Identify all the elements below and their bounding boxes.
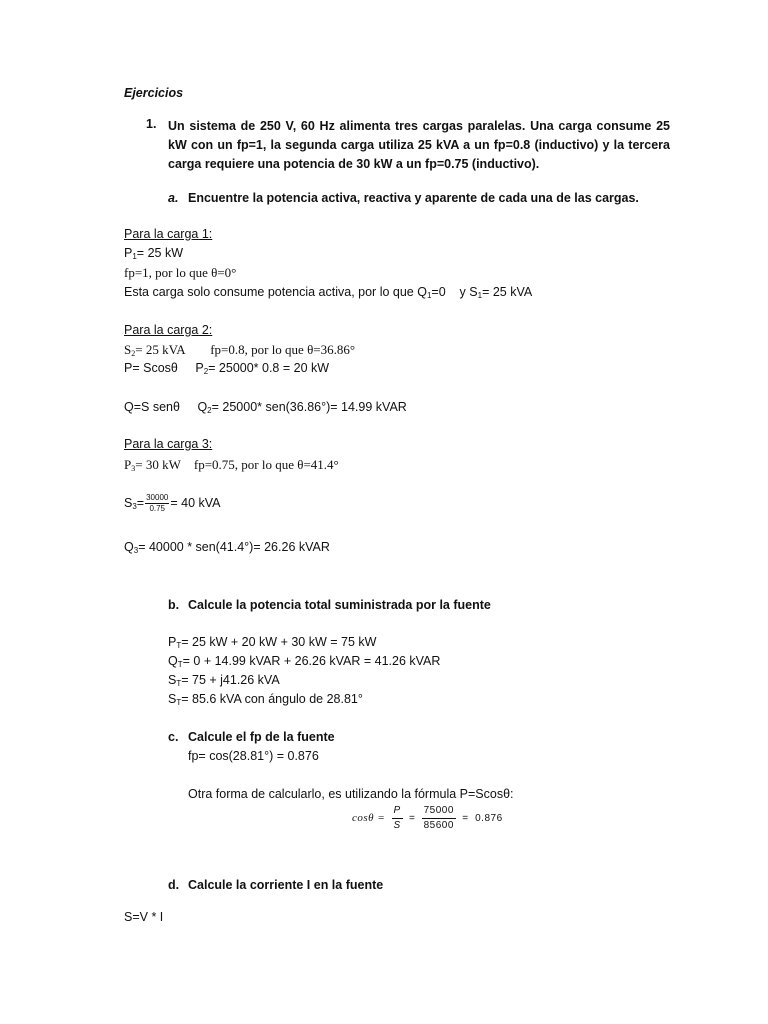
load2-q2-value: = 25000* sen(36.86°)= 14.99 kVAR (211, 400, 407, 414)
load1-p-symbol: P (124, 246, 133, 260)
load3-fp: fp=0.75, por lo que θ=41.4° (193, 457, 339, 472)
load2-fp: fp=0.8, por lo que θ=36.86° (210, 342, 356, 357)
total-line (168, 692, 363, 707)
cos-eq-sign: = (408, 813, 416, 825)
total-s-polar-symbol: S (168, 692, 177, 706)
part-c-letter: c. (168, 730, 179, 744)
load3-p-line (124, 457, 339, 473)
alt-method-text: Otra forma de calcularlo, es utilizando la fórmula P=Scosθ: (188, 787, 514, 801)
load3-p-sub: 3 (131, 464, 136, 473)
load3-s-symbol: S (124, 495, 133, 510)
part-a-text: Encuentre la potencia activa, reactiva y aparente de cada una de las cargas. (188, 191, 639, 205)
total-line (168, 673, 280, 688)
total-q-symbol: Q (168, 654, 178, 668)
part-a-letter: a. (168, 191, 179, 205)
load3-s-fraction (145, 493, 169, 514)
total-q-value: = 0 + 14.99 kVAR + 26.26 kVAR = 41.26 kVAR (182, 654, 441, 668)
total-s-sub: T (176, 679, 182, 688)
load2-heading: Para la carga 2: (124, 323, 213, 337)
load3-heading: Para la carga 3: (124, 437, 213, 451)
load2-p-line (124, 361, 329, 376)
load1-note-end: = 25 kVA (482, 285, 533, 299)
load2-q2-sub: 2 (207, 406, 212, 415)
numeric-fraction (422, 804, 456, 833)
total-s-value: = 75 + j41.26 kVA (181, 673, 280, 687)
page-title: Ejercicios (124, 86, 184, 100)
load3-s-sub: 3 (132, 501, 137, 511)
cos-equation (352, 804, 503, 833)
load1-note (124, 285, 532, 300)
load1-fp: fp=1, por lo que θ=0° (124, 265, 237, 280)
part-d-letter: d. (168, 878, 180, 892)
load1-p-value: = 25 kW (136, 246, 183, 260)
part-c-text: Calcule el fp de la fuente (188, 730, 335, 744)
load2-p2-sub: 2 (203, 367, 209, 376)
load3-p-value: = 30 kW (135, 457, 181, 472)
total-line (168, 654, 440, 669)
load2-s-value: = 25 kVA (135, 342, 185, 357)
total-s-symbol: S (168, 673, 177, 687)
total-q-sub: T (177, 660, 183, 669)
load1-heading: Para la carga 1: (124, 227, 213, 241)
load2-q-formula: Q=S senθ (124, 400, 180, 414)
load2-s-sub: 2 (131, 349, 136, 358)
total-s-polar-sub: T (176, 698, 182, 707)
load2-p2-value: = 25000* 0.8 = 20 kW (208, 361, 330, 375)
load3-s-eq: = (136, 495, 145, 510)
fraction-denominator: 85600 (423, 820, 454, 831)
p-over-s-fraction (392, 804, 403, 833)
fraction-s: S (393, 820, 401, 831)
load3-s-numerator: 30000 (146, 493, 169, 502)
total-line (168, 635, 376, 650)
current-formula: S=V * I (124, 910, 164, 924)
load2-p-formula: P= Scosθ (124, 361, 178, 375)
cos-result: = 0.876 (462, 813, 503, 825)
fraction-numerator: 75000 (422, 804, 456, 819)
load1-note-s-sub: 1 (477, 291, 483, 300)
fraction-p: P (392, 804, 403, 819)
part-b-text: Calcule la potencia total suministrada por la fuente (188, 598, 491, 612)
problem-number: 1. (146, 117, 157, 131)
load3-q-symbol: Q (124, 540, 134, 554)
part-d-text: Calcule la corriente I en la fuente (188, 878, 384, 892)
cos-lhs: cosθ = (352, 812, 386, 825)
part-b-letter: b. (168, 598, 180, 612)
total-s-polar-value: = 85.6 kVA con ángulo de 28.81° (181, 692, 363, 706)
load1-note-pre: Esta carga solo consume potencia activa, por lo que Q (124, 285, 427, 299)
problem-statement: Un sistema de 250 V, 60 Hz alimenta tres cargas paralelas. Una carga consume 25 kW con un fp=1, la segunda carga utiliza 25 kVA a un fp=0.8 (inductivo) y la tercera carga requiere una potencia de 30 kW a un fp=0.75 (inductivo). (168, 119, 670, 171)
load3-s-denominator: 0.75 (149, 504, 166, 513)
load1-power (124, 246, 183, 261)
load3-s-result: = 40 kVA (170, 495, 221, 510)
load2-q2-symbol: Q (197, 400, 208, 414)
total-p-symbol: P (168, 635, 177, 649)
load3-q-value: = 40000 * sen(41.4°)= 26.26 kVAR (138, 540, 330, 554)
load2-q-line (124, 400, 407, 415)
fp-result: fp= cos(28.81°) = 0.876 (188, 749, 319, 763)
load2-s-line (124, 342, 355, 358)
total-p-value: = 25 kW + 20 kW + 30 kW = 75 kW (181, 635, 377, 649)
load3-q-line (124, 540, 330, 555)
load2-s-symbol: S (124, 342, 132, 357)
load2-p2-symbol: P (195, 361, 204, 375)
total-p-sub: T (176, 641, 182, 650)
load3-q-sub: 3 (133, 546, 139, 555)
load1-note-mid: =0 y S (431, 285, 478, 299)
load3-s-line (124, 493, 221, 514)
load3-p-symbol: P (124, 457, 132, 472)
load1-note-q-sub: 1 (426, 291, 432, 300)
load1-p-sub: 1 (132, 252, 137, 261)
